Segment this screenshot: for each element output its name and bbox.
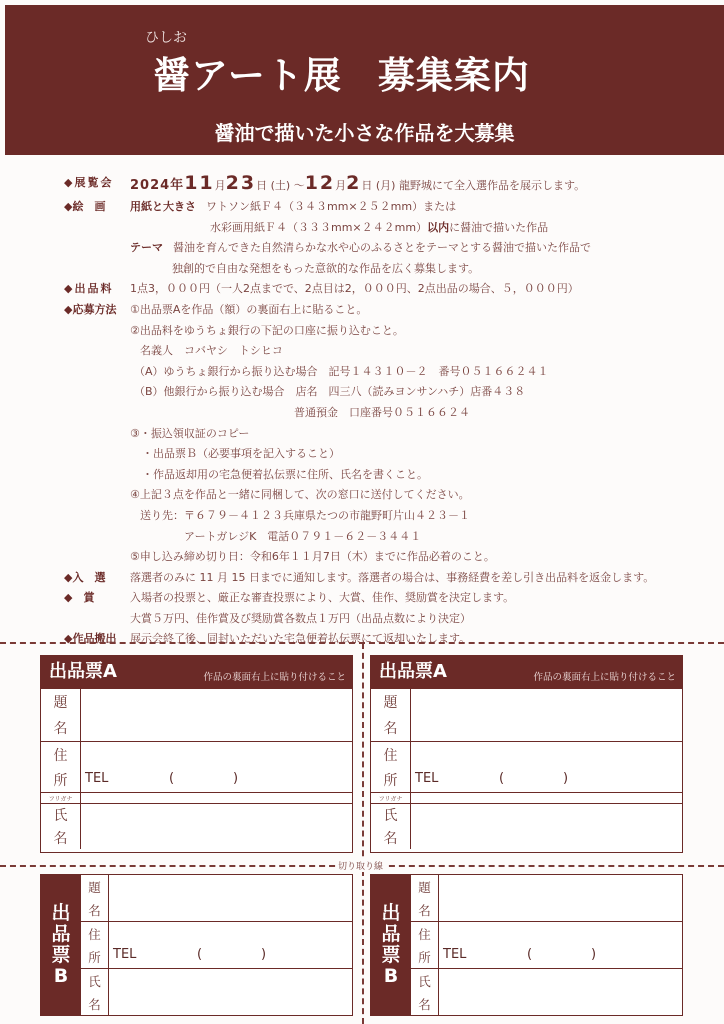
slip-a-title: 出品票A bbox=[49, 661, 117, 682]
title-field-label bbox=[81, 875, 109, 921]
title-field-label bbox=[371, 689, 411, 741]
label-char: 住 bbox=[418, 926, 431, 942]
paren-close: ) bbox=[563, 771, 569, 786]
exhibition-row bbox=[64, 172, 704, 197]
address-input[interactable] bbox=[109, 922, 352, 968]
exhibition-note: 龍野城にて全入選作品を展示します。 bbox=[398, 179, 586, 192]
page-subtitle: 醤油で描いた小さな作品を大募集 bbox=[214, 121, 515, 145]
label-char: 氏 bbox=[418, 973, 431, 989]
furigana-row bbox=[41, 792, 352, 803]
name-field-row bbox=[41, 803, 352, 849]
fee-text: 1点3，０００円（一人2点までで、2点目は2，０００円、2点出品の場合、５，０００円） bbox=[130, 282, 579, 296]
option-b: （B）他銀行から振り込む場合 店名 四三八（読みヨンサンハチ）店番４３８ bbox=[134, 385, 526, 399]
size-line2-bold: 以内 bbox=[427, 220, 450, 234]
label-char: 名 bbox=[418, 902, 431, 918]
slip-a-header bbox=[371, 656, 682, 689]
address-field-label bbox=[41, 742, 81, 792]
label-char: 題 bbox=[88, 879, 101, 895]
return-label: ◆作品搬出 bbox=[64, 632, 117, 646]
account-holder: 名義人 コバヤシ トシヒコ bbox=[140, 344, 283, 358]
return-row bbox=[64, 629, 704, 650]
name-input[interactable] bbox=[411, 804, 682, 849]
furigana-input[interactable] bbox=[411, 793, 682, 803]
application-label: ◆応募方法 bbox=[64, 302, 117, 316]
address-field-label bbox=[371, 742, 411, 792]
paren-open: ( bbox=[527, 947, 533, 962]
address-field-label bbox=[81, 922, 109, 968]
start-day: 23 bbox=[225, 172, 257, 194]
title-char: 票 bbox=[381, 944, 401, 966]
awards-label: ◆ 賞 bbox=[64, 591, 95, 605]
name-field-row bbox=[371, 803, 682, 849]
title-field-row bbox=[41, 689, 352, 741]
slip-a-title: 出品票A bbox=[379, 661, 447, 682]
title-input[interactable] bbox=[81, 689, 352, 741]
furigana-row bbox=[371, 792, 682, 803]
option-a: （A）ゆうちょ銀行から振り込む場合 記号１４３１０－２ 番号０５１６６２４１ bbox=[134, 364, 549, 378]
day-suffix: 日 bbox=[256, 179, 268, 192]
application-step5: ⑤申し込み締め切り日：令和6年１１月7日（木）までに作品必着のこと。 bbox=[130, 550, 495, 564]
month-suffix: 月 bbox=[214, 179, 226, 192]
slip-b-title bbox=[371, 875, 411, 1015]
theme-line1: 醤油を育んできた自然清らかな水や心のふるさとをテーマとする醤油で描いた作品で bbox=[173, 241, 591, 255]
title-part2: 募集案内 bbox=[377, 54, 530, 97]
title-char: 出 bbox=[51, 902, 71, 924]
title-char: 出 bbox=[381, 902, 401, 924]
tel-line bbox=[85, 771, 239, 786]
tel-label: TEL bbox=[415, 771, 439, 786]
label-char: 所 bbox=[88, 949, 101, 965]
label-char: 名 bbox=[418, 996, 431, 1012]
address-input[interactable] bbox=[439, 922, 682, 968]
label-char: 名 bbox=[53, 721, 68, 737]
slip-a-note: 作品の裏面右上に貼り付けること bbox=[533, 672, 676, 683]
name-field-label bbox=[371, 804, 411, 849]
slip-b-fields bbox=[411, 875, 682, 1015]
awards-line2: 大賞５万円、佳作賞及び奨励賞各数点１万円（出品点数により決定） bbox=[130, 611, 471, 625]
title-input[interactable] bbox=[439, 875, 682, 921]
theme-row bbox=[64, 238, 704, 259]
size-line2 bbox=[64, 218, 704, 239]
title-input[interactable] bbox=[109, 875, 352, 921]
address-field-row bbox=[81, 921, 352, 968]
theme-label: テーマ bbox=[130, 241, 163, 255]
start-month: 11 bbox=[184, 172, 215, 194]
label-char: 所 bbox=[53, 772, 68, 789]
header-banner bbox=[5, 5, 724, 155]
size-label: 用紙と大きさ bbox=[130, 200, 196, 213]
title-char: B bbox=[53, 965, 69, 987]
tilde: ～ bbox=[293, 179, 305, 192]
label-char: 名 bbox=[88, 996, 101, 1012]
awards-line1: 入場者の投票と、厳正な審査投票により、大賞、佳作、奨励賞を決定します。 bbox=[130, 591, 515, 605]
slip-a-note: 作品の裏面右上に貼り付けること bbox=[203, 672, 346, 683]
fee-label: ◆出品料 bbox=[64, 282, 114, 296]
entry-slip-b-right bbox=[370, 874, 683, 1016]
exhibition-dates bbox=[130, 172, 585, 197]
label-char: 題 bbox=[53, 695, 68, 711]
tel-label: TEL bbox=[113, 947, 137, 962]
entry-slip-a-right bbox=[370, 655, 683, 853]
paren-close: ) bbox=[261, 947, 267, 962]
awards-row bbox=[64, 588, 704, 609]
paren-open: ( bbox=[197, 947, 203, 962]
name-field-row bbox=[411, 968, 682, 1015]
label-char: 住 bbox=[383, 747, 398, 764]
application-step3a: ③・振込領収証のコピー bbox=[130, 426, 250, 440]
painting-label: ◆絵 画 bbox=[64, 200, 106, 213]
size-line1: ワトソン紙Ｆ４（３４３mm×２５２mm）または bbox=[206, 200, 457, 213]
paren-close: ) bbox=[233, 771, 239, 786]
label-char: 住 bbox=[53, 747, 68, 764]
title-ruby: ひしお bbox=[145, 30, 187, 46]
tel-line bbox=[415, 771, 569, 786]
name-input[interactable] bbox=[109, 969, 352, 1015]
send-address1: 送り先：〒６７９－４１２３兵庫県たつの市龍野町片山４２３－１ bbox=[140, 508, 470, 522]
name-field-label bbox=[81, 969, 109, 1015]
guidelines bbox=[64, 172, 704, 650]
label-char: 名 bbox=[383, 830, 398, 847]
cut-line-vertical bbox=[362, 643, 364, 1024]
title-field-label bbox=[41, 689, 81, 741]
label-char: 所 bbox=[418, 949, 431, 965]
title-field-row bbox=[81, 875, 352, 921]
theme-line2: 独創的で自由な発想をもった意欲的な作品を広く募集します。 bbox=[172, 261, 480, 275]
address-field-row bbox=[41, 741, 352, 792]
send-address2: アートガレジK 電話０７９１－６２－３４４１ bbox=[184, 529, 422, 543]
application-row bbox=[64, 300, 704, 321]
fee-row bbox=[64, 279, 704, 300]
label-char: 名 bbox=[88, 902, 101, 918]
title-char: 票 bbox=[51, 944, 71, 966]
selection-label: ◆入 選 bbox=[64, 570, 106, 584]
title-char: B bbox=[383, 965, 399, 987]
tel-line bbox=[443, 947, 597, 962]
title-part1: 醤アート展 bbox=[153, 54, 342, 97]
paren-open: ( bbox=[499, 771, 505, 786]
label-char: 題 bbox=[418, 879, 431, 895]
application-step2: ②出品料をゆうちょ銀行の下記の口座に振り込むこと。 bbox=[130, 323, 404, 337]
size-line2-post: に醤油で描いた作品 bbox=[449, 220, 549, 234]
tel-line bbox=[113, 947, 267, 962]
slip-a-header bbox=[41, 656, 352, 689]
return-text: 展示会終了後、同封いただいた宅急便着払伝票にて返却いたします。 bbox=[130, 632, 471, 646]
slip-b-title bbox=[41, 875, 81, 1015]
exhibition-label: ◆展覧会 bbox=[64, 176, 114, 189]
label-char: 名 bbox=[53, 830, 68, 847]
name-field-label bbox=[411, 969, 439, 1015]
furigana-label: フリガナ bbox=[371, 793, 411, 803]
label-char: 所 bbox=[383, 772, 398, 789]
application-step1: ①出品票Aを作品（額）の裏面右上に貼ること。 bbox=[130, 302, 368, 316]
title-field-label bbox=[411, 875, 439, 921]
furigana-label: フリガナ bbox=[41, 793, 81, 803]
name-field-label bbox=[41, 804, 81, 849]
end-weekday: (月) bbox=[375, 179, 396, 192]
end-month: 12 bbox=[304, 172, 336, 194]
paren-close: ) bbox=[591, 947, 597, 962]
title-char: 品 bbox=[51, 923, 71, 945]
selection-text: 落選者のみに 11 月 15 日までに通知します。落選者の場合は、事務経費を差し引き出品料を返金します。 bbox=[130, 570, 655, 584]
label-char: 氏 bbox=[88, 973, 101, 989]
tel-label: TEL bbox=[85, 771, 109, 786]
name-input[interactable] bbox=[81, 804, 352, 849]
entry-slip-b-left bbox=[40, 874, 353, 1016]
size-line2-pre: 水彩画用紙Ｆ４（３３３mm×２４２mm） bbox=[210, 220, 428, 234]
paren-open: ( bbox=[169, 771, 175, 786]
option-b2: 普通預金 口座番号０５１６６２４ bbox=[294, 405, 470, 419]
application-step4: ④上記３点を作品と一緒に同梱して、次の窓口に送付してください。 bbox=[130, 488, 470, 502]
label-char: 氏 bbox=[53, 808, 68, 825]
name-field-row bbox=[81, 968, 352, 1015]
selection-row bbox=[64, 568, 704, 589]
label-char: 題 bbox=[383, 695, 398, 711]
title-field-row bbox=[371, 689, 682, 741]
end-day: 2 bbox=[346, 172, 362, 194]
tel-label: TEL bbox=[443, 947, 467, 962]
address-field-row bbox=[371, 741, 682, 792]
label-char: 氏 bbox=[383, 808, 398, 825]
label-char: 住 bbox=[88, 926, 101, 942]
furigana-input[interactable] bbox=[81, 793, 352, 803]
start-weekday: (土) bbox=[270, 179, 291, 192]
address-field-label bbox=[411, 922, 439, 968]
application-step3c: ・作品返却用の宅急便着払伝票に住所、氏名を書くこと。 bbox=[142, 467, 428, 481]
month-suffix: 月 bbox=[335, 179, 347, 192]
page-title bbox=[153, 45, 530, 99]
title-field-row bbox=[411, 875, 682, 921]
application-step3b: ・出品票Ｂ（必要事項を記入すること） bbox=[142, 447, 340, 461]
name-input[interactable] bbox=[439, 969, 682, 1015]
title-input[interactable] bbox=[411, 689, 682, 741]
title-char: 品 bbox=[381, 923, 401, 945]
day-suffix: 日 bbox=[361, 179, 373, 192]
exhibition-year: 2024年 bbox=[130, 178, 185, 193]
slip-b-fields bbox=[81, 875, 352, 1015]
label-char: 名 bbox=[383, 721, 398, 737]
address-input[interactable] bbox=[81, 742, 352, 792]
address-input[interactable] bbox=[411, 742, 682, 792]
painting-row bbox=[64, 197, 704, 218]
address-field-row bbox=[411, 921, 682, 968]
entry-slip-a-left bbox=[40, 655, 353, 853]
cut-line-label: 切り取り線 bbox=[336, 859, 385, 872]
